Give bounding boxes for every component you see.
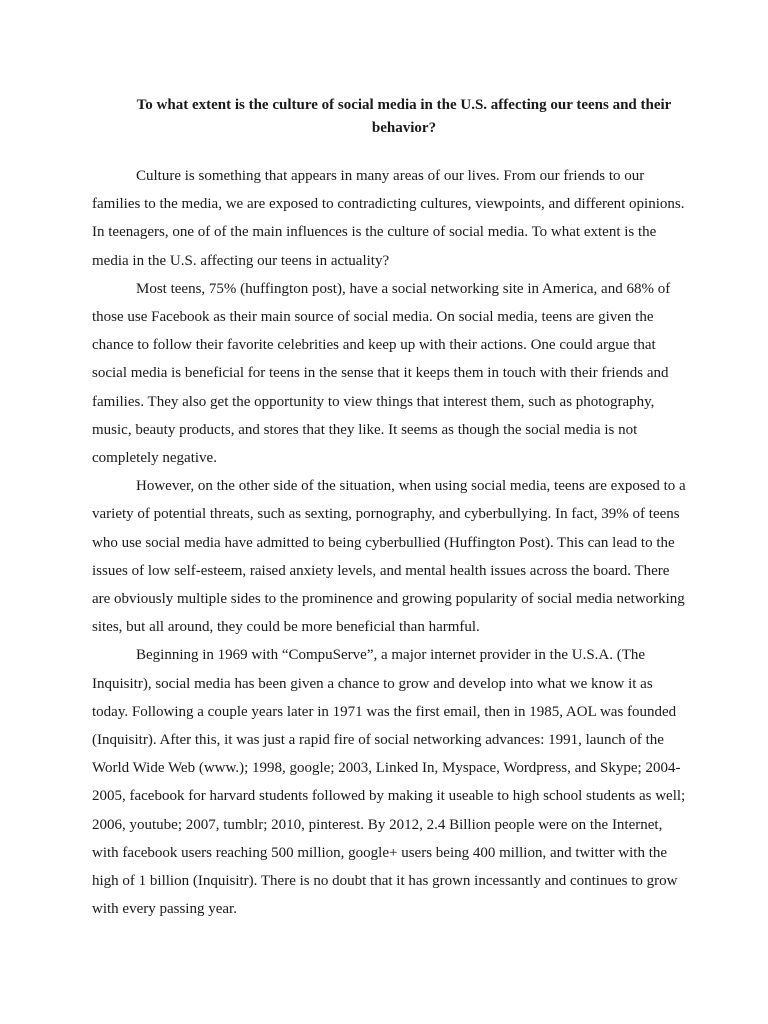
paragraph-history: Beginning in 1969 with “CompuServe”, a major internet provider in the U.S.A. (The Inquisitr), social media has been given a chance to grow and develop into what we know it as today. Following a couple years later in 1971 was the first email, then in 1985, AOL was founded (Inquisitr). After this, it was just a rapid fire of social networking advances: 1991, launch of the World Wide Web (www.); 1998, google; 2003, Linked In, Myspace, Wordpress, and Skype; 2004-2005, facebook for harvard students followed by making it useable to high school students as well; 2006, youtube; 2007, tumblr; 2010, pinterest. By 2012, 2.4 Billion people were on the Internet, with facebook users reaching 500 million, google+ users being 400 million, and twitter with the high of 1 billion (Inquisitr). There is no doubt that it has grown incessantly and continues to grow with every passing year.: [92, 647, 686, 918]
paragraph-threats: However, on the other side of the situation, when using social media, teens are exposed to a variety of potential threats, such as sexting, pornography, and cyberbullying. In fact, 39% of teens who use social media have admitted to being cyberbullied (Huffington Post). This can lead to the issues of low self-esteem, raised anxiety levels, and mental health issues across the board. There are obviously multiple sides to the prominence and growing popularity of social media networking sites, but all around, they could be more beneficial than harmful.: [92, 478, 686, 636]
document-body: [92, 162, 688, 923]
paragraph-intro: Culture is something that appears in many areas of our lives. From our friends to our families to the media, we are exposed to contradicting cultures, viewpoints, and different opinions. In teenagers, one of of the main influences is the culture of social media. To what extent is the media in the U.S. affecting our teens in actuality?: [92, 168, 685, 269]
document-title: To what extent is the culture of social media in the U.S. affecting our teens and their behavior?: [136, 97, 672, 136]
paragraph-teens-statistics: Most teens, 75% (huffington post), have a social networking site in America, and 68% of those use Facebook as their main source of social media. On social media, teens are given the chance to follow their favorite celebrities and keep up with their actions. One could argue that social media is beneficial for teens in the sense that it keeps them in touch with their friends and families. They also get the opportunity to view things that interest them, such as photography, music, beauty products, and stores that they like. It seems as though the social media is not completely negative.: [92, 280, 671, 467]
